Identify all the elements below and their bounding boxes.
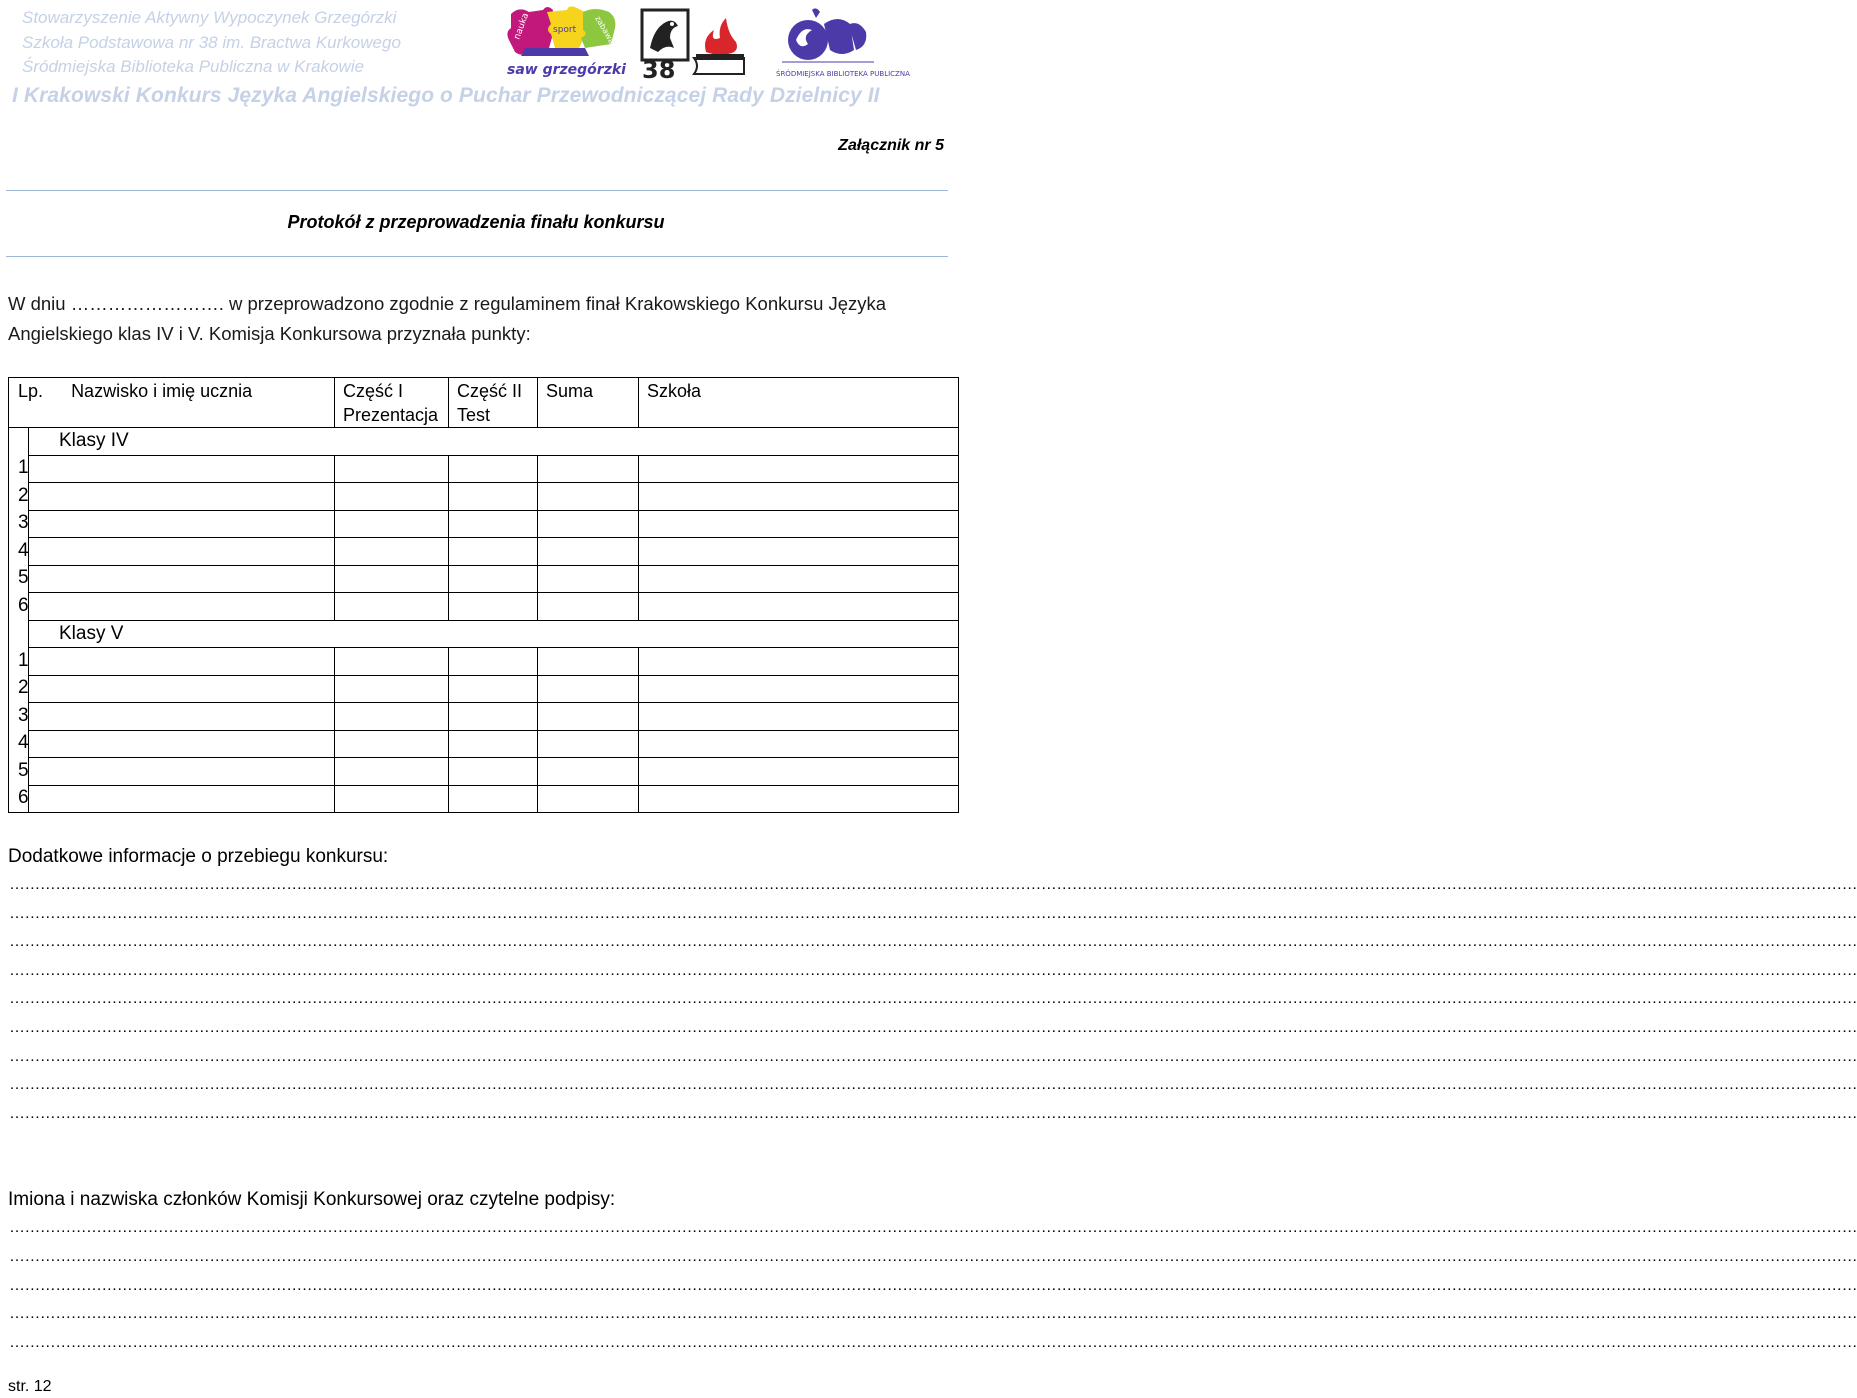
- extra-info-line[interactable]: ………………………………………………………………………………………………………………………………………………………………………………………………………………………………………………………………………………………………………………………………: [9, 1104, 1857, 1122]
- table-row: [9, 593, 959, 621]
- saw-grzegorzki-logo: [505, 4, 627, 80]
- annex-label: Załącznik nr 5: [838, 137, 944, 154]
- part1-score-cell[interactable]: [335, 565, 449, 593]
- school-cell[interactable]: [639, 648, 959, 676]
- committee-signature-line[interactable]: ………………………………………………………………………………………………………………………………………………………………………………………………………………………………………………………………………………………………………………………………: [9, 1334, 1857, 1352]
- part1-score-cell[interactable]: [335, 593, 449, 621]
- part1-score-cell[interactable]: [335, 510, 449, 538]
- school-cell[interactable]: [639, 593, 959, 621]
- row-number: 3: [9, 703, 29, 731]
- part1-score-cell[interactable]: [335, 538, 449, 566]
- student-name-cell[interactable]: [29, 758, 335, 786]
- table-row: [9, 785, 959, 813]
- extra-info-line[interactable]: ………………………………………………………………………………………………………………………………………………………………………………………………………………………………………………………………………………………………………………………………: [9, 876, 1857, 893]
- table-row: [9, 703, 959, 731]
- org-name-library: Śródmiejska Biblioteka Publiczna w Krakowie: [22, 57, 365, 76]
- part2-score-cell[interactable]: [449, 730, 538, 758]
- sum-cell[interactable]: [538, 565, 639, 593]
- sum-cell[interactable]: [538, 675, 639, 703]
- sum-cell[interactable]: [538, 648, 639, 676]
- sum-cell[interactable]: [538, 593, 639, 621]
- divider-bottom: [6, 256, 948, 257]
- row-number: 2: [9, 483, 29, 511]
- committee-signature-line[interactable]: ………………………………………………………………………………………………………………………………………………………………………………………………………………………………………………………………………………………………………………………………: [9, 1276, 1857, 1294]
- student-name-cell[interactable]: [29, 593, 335, 621]
- school-cell[interactable]: [639, 538, 959, 566]
- org-name-school: Szkoła Podstawowa nr 38 im. Bractwa Kurkowego: [22, 33, 401, 52]
- header-student-name: Nazwisko i imię ucznia: [71, 381, 253, 401]
- student-name-cell[interactable]: [29, 730, 335, 758]
- section-row-v: [9, 620, 959, 648]
- part2-score-cell[interactable]: [449, 648, 538, 676]
- sum-cell[interactable]: [538, 730, 639, 758]
- school-cell[interactable]: [639, 455, 959, 483]
- header-lp: Lp.: [18, 381, 44, 401]
- header-lp-name: [9, 378, 335, 428]
- part1-score-cell[interactable]: [335, 758, 449, 786]
- intro-paragraph: W dniu ……………………. w przeprowadzono zgodnie z regulaminem finał Krakowskiego Konkursu Języka Angielskiego klas IV i V. Komisja Konkursowa przyznała punkty:: [8, 293, 887, 344]
- header-sum: Suma: [538, 378, 639, 428]
- school-cell[interactable]: [639, 510, 959, 538]
- committee-signature-line[interactable]: ………………………………………………………………………………………………………………………………………………………………………………………………………………………………………………………………………………………………………………………………: [9, 1305, 1857, 1323]
- part2-score-cell[interactable]: [449, 483, 538, 511]
- part2-score-cell[interactable]: [449, 538, 538, 566]
- section-label-v: Klasy V: [29, 620, 959, 648]
- school-cell[interactable]: [639, 703, 959, 731]
- part2-score-cell[interactable]: [449, 675, 538, 703]
- table-row: [9, 648, 959, 676]
- school-cell[interactable]: [639, 785, 959, 813]
- sum-cell[interactable]: [538, 758, 639, 786]
- part2-score-cell[interactable]: [449, 455, 538, 483]
- table-row: [9, 730, 959, 758]
- logo-saw-caption: saw grzegórzki: [507, 62, 626, 78]
- row-number: 1: [9, 455, 29, 483]
- student-name-cell[interactable]: [29, 455, 335, 483]
- part1-score-cell[interactable]: [335, 703, 449, 731]
- row-number: 6: [9, 593, 29, 621]
- contest-title: I Krakowski Konkurs Języka Angielskiego o Puchar Przewodniczącej Rady Dzielnicy II: [12, 84, 880, 107]
- row-number: 4: [9, 730, 29, 758]
- committee-label: Imiona i nazwiska członków Komisji Konkursowej oraz czytelne podpisy:: [8, 1189, 616, 1210]
- school-38-logo: [640, 8, 752, 84]
- row-number: 3: [9, 510, 29, 538]
- part1-score-cell[interactable]: [335, 648, 449, 676]
- part2-score-cell[interactable]: [449, 510, 538, 538]
- extra-info-line[interactable]: ………………………………………………………………………………………………………………………………………………………………………………………………………………………………………………………………………………………………………………………………: [9, 904, 1857, 922]
- part2-score-cell[interactable]: [449, 565, 538, 593]
- part1-score-cell[interactable]: [335, 730, 449, 758]
- student-name-cell[interactable]: [29, 538, 335, 566]
- sum-cell[interactable]: [538, 538, 639, 566]
- sum-cell[interactable]: [538, 785, 639, 813]
- extra-info-line[interactable]: ………………………………………………………………………………………………………………………………………………………………………………………………………………………………………………………………………………………………………………………………: [9, 961, 1857, 979]
- part1-score-cell[interactable]: [335, 785, 449, 813]
- part2-score-cell[interactable]: [449, 703, 538, 731]
- logo-library-caption: ŚRÓDMIEJSKA BIBLIOTEKA PUBLICZNA: [776, 70, 910, 78]
- extra-info-line[interactable]: ………………………………………………………………………………………………………………………………………………………………………………………………………………………………………………………………………………………………………………………………: [9, 1019, 1857, 1036]
- part2-score-cell[interactable]: [449, 785, 538, 813]
- row-number: 5: [9, 758, 29, 786]
- logo-saw-word-3: zabawa: [593, 14, 617, 46]
- logo-school-number: 38: [642, 56, 676, 84]
- student-name-cell[interactable]: [29, 510, 335, 538]
- row-number: 6: [9, 785, 29, 813]
- table-row: [9, 538, 959, 566]
- table-header-row: [9, 378, 959, 428]
- header-part2: Część II Test: [449, 378, 538, 428]
- student-name-cell[interactable]: [29, 483, 335, 511]
- extra-info-label: Dodatkowe informacje o przebiegu konkursu:: [8, 846, 389, 867]
- student-name-cell[interactable]: [29, 675, 335, 703]
- part2-score-cell[interactable]: [449, 758, 538, 786]
- extra-info-line[interactable]: ………………………………………………………………………………………………………………………………………………………………………………………………………………………………………………………………………………………………………………………………: [9, 933, 1857, 951]
- sum-cell[interactable]: [538, 510, 639, 538]
- logo-saw-word-2: sport: [553, 25, 577, 35]
- table-row: [9, 565, 959, 593]
- sum-cell[interactable]: [538, 455, 639, 483]
- org-name-association: Stowarzyszenie Aktywny Wypoczynek Grzegórzki: [22, 8, 397, 27]
- section-row-iv: [9, 428, 959, 456]
- school-cell[interactable]: [639, 483, 959, 511]
- header-part1: Część I Prezentacja: [335, 378, 449, 428]
- part1-score-cell[interactable]: [335, 483, 449, 511]
- divider-top: [6, 190, 948, 191]
- row-number: 4: [9, 538, 29, 566]
- part2-score-cell[interactable]: [449, 593, 538, 621]
- school-cell[interactable]: [639, 730, 959, 758]
- extra-info-line[interactable]: ………………………………………………………………………………………………………………………………………………………………………………………………………………………………………………………………………………………………………………………………: [9, 1076, 1857, 1094]
- row-number: 2: [9, 675, 29, 703]
- results-table: [8, 377, 959, 813]
- header-school: Szkoła: [639, 378, 959, 428]
- extra-info-line[interactable]: ………………………………………………………………………………………………………………………………………………………………………………………………………………………………………………………………………………………………………………………………: [9, 990, 1857, 1008]
- library-logo: [772, 6, 910, 80]
- school-cell[interactable]: [639, 565, 959, 593]
- part1-score-cell[interactable]: [335, 455, 449, 483]
- document-title: Protokół z przeprowadzenia finału konkursu: [287, 212, 665, 232]
- committee-signature-line[interactable]: ………………………………………………………………………………………………………………………………………………………………………………………………………………………………………………………………………………………………………………………………: [9, 1247, 1857, 1265]
- table-row: [9, 758, 959, 786]
- logo-saw-word-1: nauka: [512, 11, 532, 42]
- table-row: [9, 483, 959, 511]
- row-number: 5: [9, 565, 29, 593]
- page-number: str. 12: [8, 1378, 52, 1395]
- table-row: [9, 455, 959, 483]
- sum-cell[interactable]: [538, 483, 639, 511]
- student-name-cell[interactable]: [29, 565, 335, 593]
- table-row: [9, 675, 959, 703]
- student-name-cell[interactable]: [29, 703, 335, 731]
- student-name-cell[interactable]: [29, 648, 335, 676]
- section-label-iv: Klasy IV: [29, 428, 959, 456]
- part1-score-cell[interactable]: [335, 675, 449, 703]
- table-row: [9, 510, 959, 538]
- row-number: 1: [9, 648, 29, 676]
- sum-cell[interactable]: [538, 703, 639, 731]
- school-cell[interactable]: [639, 675, 959, 703]
- extra-info-line[interactable]: ………………………………………………………………………………………………………………………………………………………………………………………………………………………………………………………………………………………………………………………………: [9, 1047, 1857, 1065]
- committee-signature-line[interactable]: ………………………………………………………………………………………………………………………………………………………………………………………………………………………………………………………………………………………………………………………………: [9, 1219, 1857, 1236]
- student-name-cell[interactable]: [29, 785, 335, 813]
- school-cell[interactable]: [639, 758, 959, 786]
